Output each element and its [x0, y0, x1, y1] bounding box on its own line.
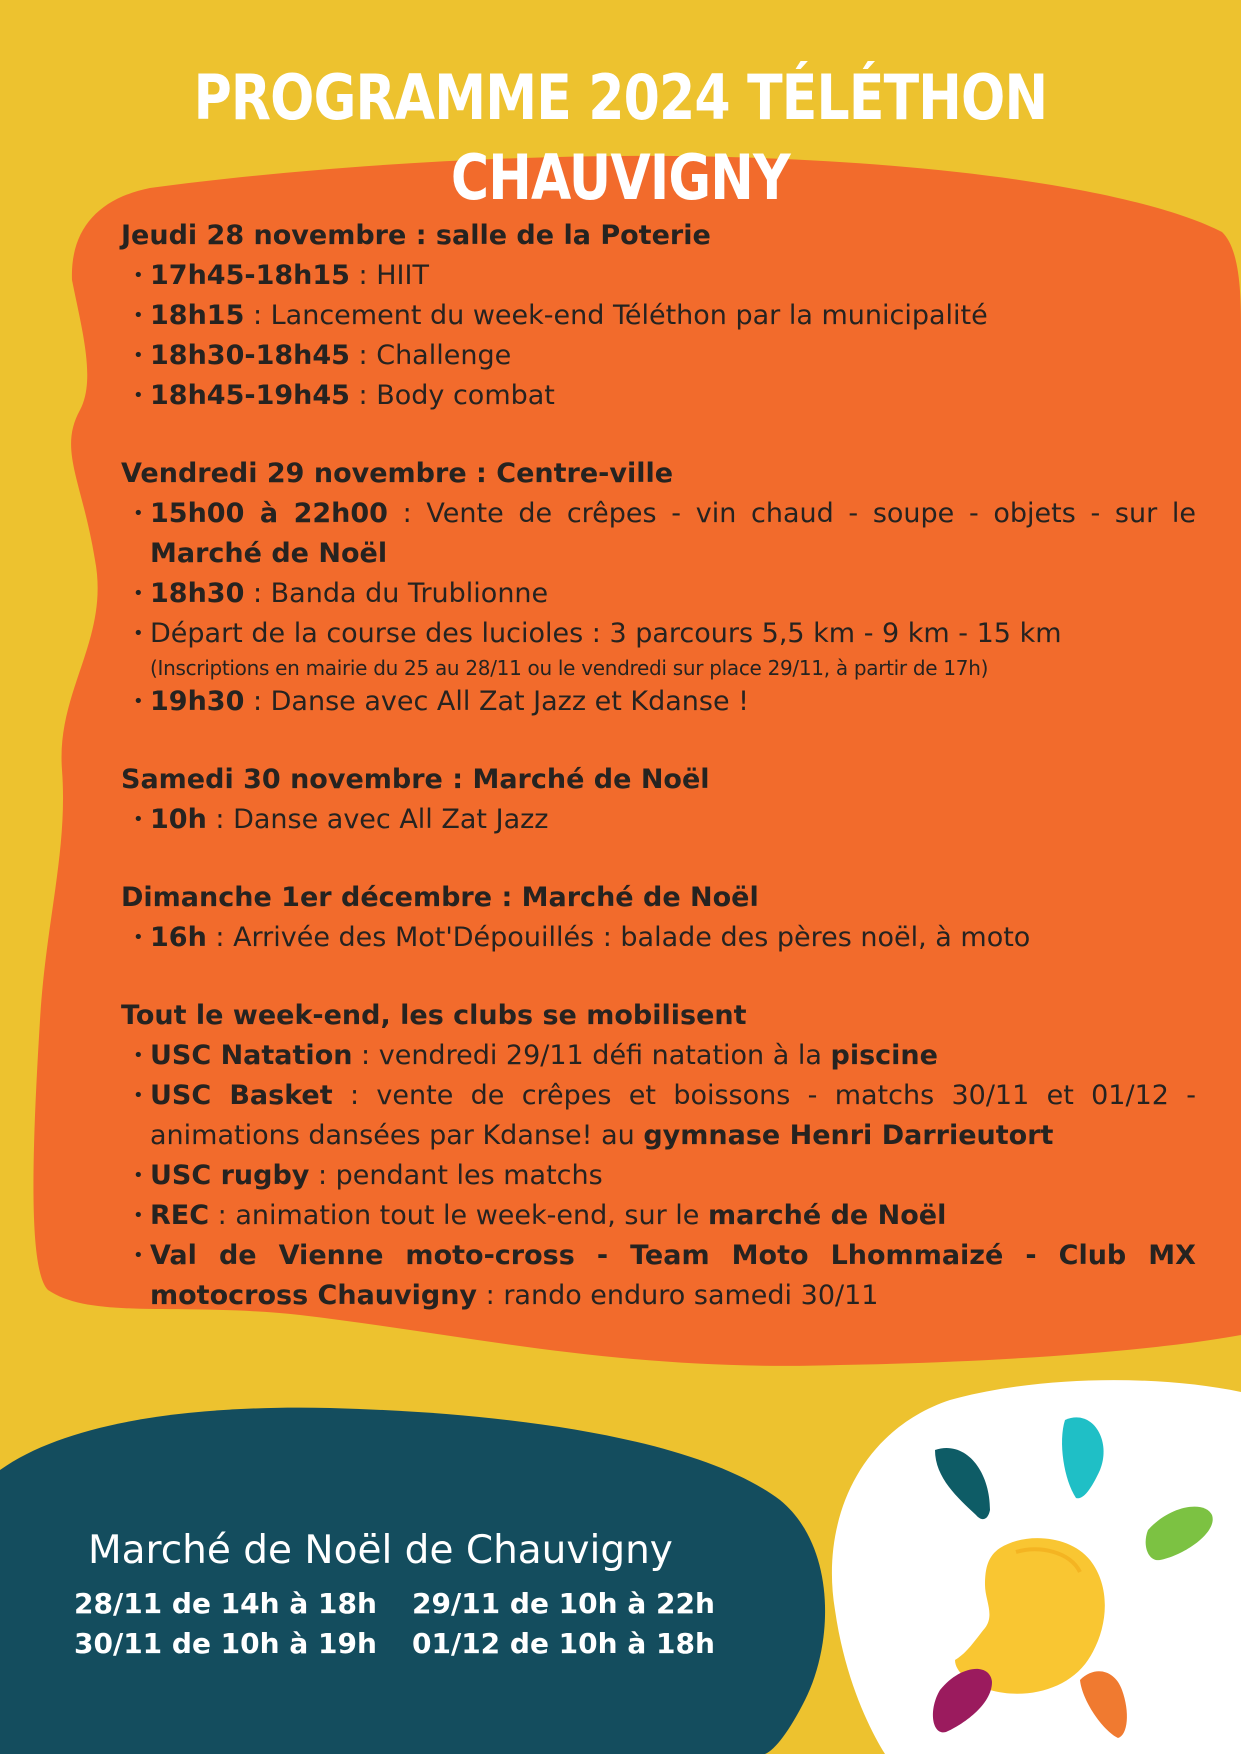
day-label: Samedi 30 novembre : — [121, 764, 464, 795]
event-item: • 10h : Danse avec All Zat Jazz — [121, 800, 1196, 840]
page-title: PROGRAMME 2024 TÉLÉTHON CHAUVIGNY — [193, 61, 1048, 214]
event-list — [121, 918, 1196, 958]
day-place: Marché de Noël — [472, 764, 710, 795]
event-text: Lancement du week-end Téléthon par la municipalité — [270, 300, 988, 331]
event-text: Body combat — [376, 380, 555, 411]
day-place: Centre-ville — [496, 458, 674, 489]
event-time: 16h — [150, 922, 207, 953]
event-time: 17h45-18h15 — [150, 260, 350, 291]
event-item: • 19h30 : Danse avec All Zat Jazz et Kdanse ! — [121, 682, 1196, 722]
market-hours-item: 29/11 de 10h à 22h — [412, 1587, 715, 1620]
event-text: HIIT — [376, 260, 429, 291]
day-place: salle de la Poterie — [435, 220, 711, 251]
club-text: pendant les matchs — [335, 1160, 603, 1191]
market-hours-item: 28/11 de 14h à 18h — [74, 1587, 377, 1620]
club-text: animation tout le week-end, sur le — [235, 1200, 700, 1231]
club-item: • USC Basket : vente de crêpes et boissons - matchs 30/11 et 01/12 - animations dansées par Kdanse! au gymnase Henri Darrieutort — [121, 1076, 1196, 1156]
event-time: 18h30-18h45 — [150, 340, 350, 371]
event-time: 18h15 — [150, 300, 245, 331]
club-name: USC Natation — [150, 1040, 353, 1071]
event-item: • 17h45-18h15 : HIIT — [121, 256, 1196, 296]
event-text: Challenge — [376, 340, 512, 371]
day-heading — [121, 878, 1196, 918]
day-label: Vendredi 29 novembre : — [121, 458, 487, 489]
day-label: Dimanche 1er décembre : — [121, 882, 513, 913]
event-time: 18h30 — [150, 578, 245, 609]
day-saturday — [121, 760, 1196, 840]
event-item — [121, 614, 1196, 682]
day-thursday — [121, 216, 1196, 416]
event-list — [121, 800, 1196, 840]
market-title: Marché de Noël de Chauvigny — [88, 1528, 673, 1573]
market-hours-item: 30/11 de 10h à 19h — [74, 1627, 377, 1660]
event-text: Départ de la course des lucioles : 3 parcours 5,5 km - 9 km - 15 km — [150, 618, 1062, 649]
event-item: • 18h30 : Banda du Trublionne — [121, 574, 1196, 614]
day-friday — [121, 454, 1196, 722]
club-list — [121, 1036, 1196, 1316]
event-item: • 16h : Arrivée des Mot'Dépouillés : balade des pères noël, à moto — [121, 918, 1196, 958]
program-schedule — [121, 216, 1196, 1354]
club-item: • USC rugby : pendant les matchs — [121, 1156, 1196, 1196]
day-sunday — [121, 878, 1196, 958]
club-name: REC — [150, 1200, 210, 1231]
day-place: Marché de Noël — [521, 882, 759, 913]
navy-blob — [0, 1408, 825, 1754]
club-item: • USC Natation : vendredi 29/11 défi natation à la piscine — [121, 1036, 1196, 1076]
club-text: vente de crêpes et boissons - matchs 30/11 et 01/12 - animations dansées par Kdanse! au — [150, 1080, 1197, 1151]
club-item: • REC : animation tout le week-end, sur le marché de Noël — [121, 1196, 1196, 1236]
event-time: 19h30 — [150, 686, 245, 717]
event-text: Arrivée des Mot'Dépouillés : balade des pères noël, à moto — [233, 922, 1031, 953]
event-item: • 18h15 : Lancement du week-end Téléthon par la municipalité — [121, 296, 1196, 336]
club-place: gymnase Henri Darrieutort — [643, 1120, 1054, 1151]
event-text: Danse avec All Zat Jazz — [233, 804, 549, 835]
event-item: • 18h45-19h45 : Body combat — [121, 376, 1196, 416]
day-heading — [121, 760, 1196, 800]
event-time: 10h — [150, 804, 207, 835]
clubs-section — [121, 996, 1196, 1316]
market-hours — [74, 1586, 734, 1662]
day-heading — [121, 216, 1196, 256]
club-text: rando enduro samedi 30/11 — [503, 1280, 879, 1311]
club-text: vendredi 29/11 défi natation à la — [378, 1040, 822, 1071]
event-note: (Inscriptions en mairie du 25 au 28/11 ou le vendredi sur place 29/11, à partir de 17h) — [150, 656, 989, 680]
event-item: • 18h30-18h45 : Challenge — [121, 336, 1196, 376]
event-list — [121, 256, 1196, 416]
event-place: Marché de Noël — [150, 538, 388, 569]
event-text: Vente de crêpes - vin chaud - soupe - objets - sur le — [426, 498, 1196, 529]
club-place: piscine — [830, 1040, 938, 1071]
day-label: Jeudi 28 novembre : — [121, 220, 427, 251]
clubs-heading: Tout le week-end, les clubs se mobilisent — [121, 1000, 747, 1031]
event-text: Banda du Trublionne — [270, 578, 549, 609]
market-hours-item: 01/12 de 10h à 18h — [412, 1627, 715, 1660]
club-place: marché de Noël — [708, 1200, 947, 1231]
club-name: USC rugby — [150, 1160, 310, 1191]
club-item: • Val de Vienne moto-cross - Team Moto Lhommaizé - Club MX motocross Chauvigny : rando enduro samedi 30/11 — [121, 1236, 1196, 1316]
day-heading — [121, 454, 1196, 494]
event-text: Danse avec All Zat Jazz et Kdanse ! — [270, 686, 749, 717]
event-time: 15h00 à 22h00 — [150, 498, 388, 529]
event-item: • 15h00 à 22h00 : Vente de crêpes - vin chaud - soupe - objets - sur le Marché de Noël — [121, 494, 1196, 574]
club-name: Val de Vienne moto-cross - Team Moto Lhommaizé - Club MX motocross Chauvigny — [150, 1240, 1196, 1311]
club-name: USC Basket — [150, 1080, 333, 1111]
event-list — [121, 494, 1196, 722]
event-time: 18h45-19h45 — [150, 380, 350, 411]
